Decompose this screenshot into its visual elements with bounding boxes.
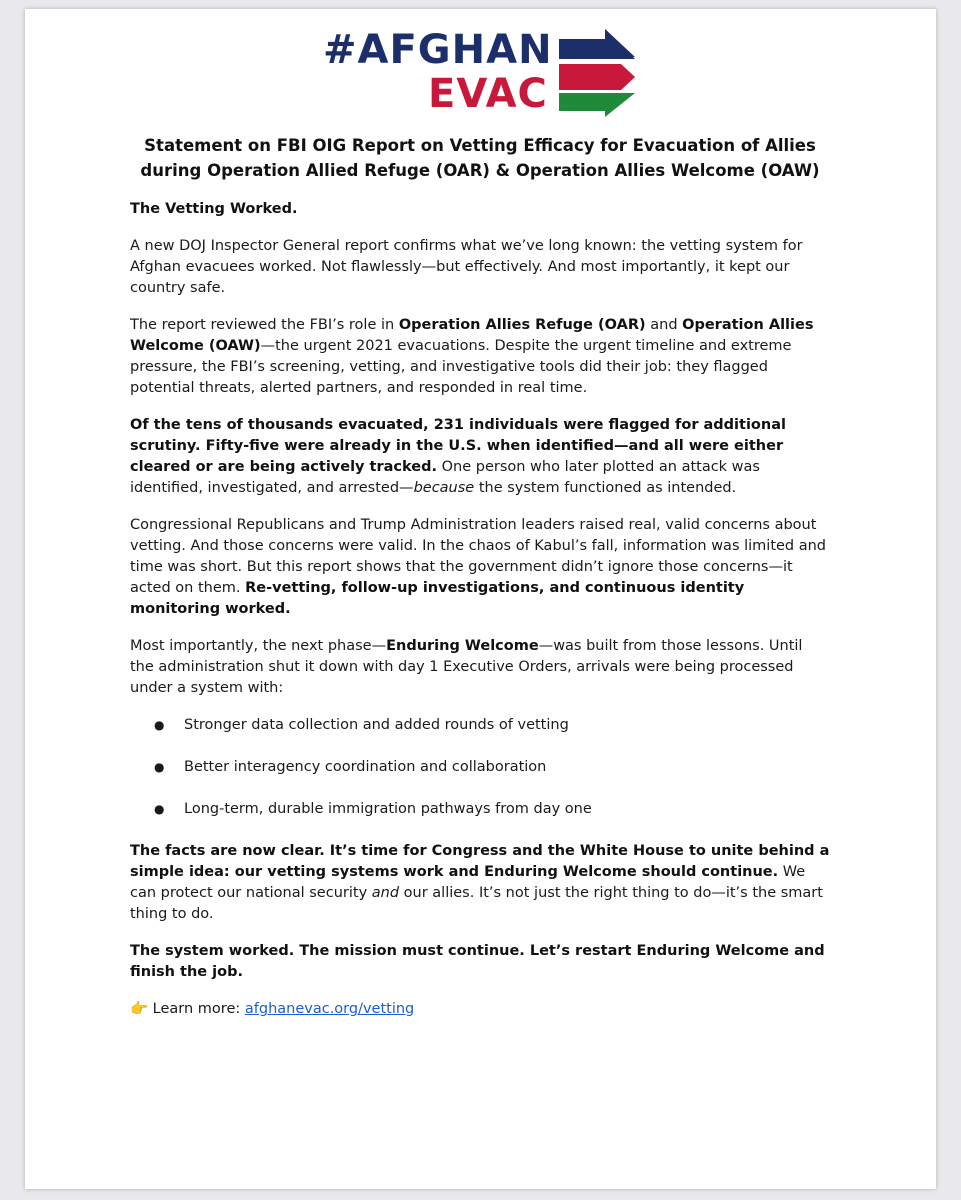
arrow-white-band-2 xyxy=(559,90,629,93)
arrow-red-band xyxy=(559,64,635,90)
p3-text-1: One person who later plotted an attack was identified, investigated, and arrested— xyxy=(130,459,760,496)
flag-arrow-icon xyxy=(559,27,639,117)
pointing-hand-icon: 👉 xyxy=(130,1001,149,1017)
p6-bold: The facts are now clear. It’s time for Congress and the White House to unite behind a simple idea: our vetting systems work and Enduring Welcome should continue. xyxy=(130,843,830,880)
statement-body xyxy=(130,133,830,1036)
paragraph-3 xyxy=(130,415,830,499)
list-item xyxy=(130,799,830,820)
p3-text-2: the system functioned as intended. xyxy=(474,480,737,496)
arrow-navy-bar xyxy=(559,39,607,59)
paragraph-6 xyxy=(130,841,830,925)
p5-text-1: Most importantly, the next phase— xyxy=(130,638,387,654)
bullet-icon: ● xyxy=(154,802,165,816)
p3-bold: Of the tens of thousands evacuated, 231 individuals were flagged for additional scrutiny. Fifty-five were already in the U.S. when identified—and all were either cleared or are being actively tracked. xyxy=(130,417,786,475)
p4-text-1: Congressional Republicans and Trump Administration leaders raised real, valid concerns about vetting. And those concerns were valid. In the chaos of Kabul’s fall, information was limited and time was short. But this report shows that the government didn’t ignore those concerns—it acted on them. xyxy=(130,517,827,596)
paragraph-1: A new DOJ Inspector General report confirms what we’ve long known: the vetting system for Afghan evacuees worked. Not flawlessly—but effectively. And most importantly, it kept our country safe. xyxy=(130,238,803,296)
bullet-icon: ● xyxy=(154,760,165,774)
p5-bold: Enduring Welcome xyxy=(386,638,539,654)
list-item xyxy=(130,757,830,778)
list-item xyxy=(130,715,830,736)
bullet-list xyxy=(130,715,830,820)
p6-text-2: our allies. It’s not just the right thing to do—it’s the smart thing to do. xyxy=(130,885,823,922)
paragraph-4 xyxy=(130,515,830,620)
arrow-navy-tip xyxy=(605,29,635,57)
bullet-text: Better interagency coordination and collaboration xyxy=(184,759,547,775)
logo-text-line2: EVAC xyxy=(428,71,548,117)
vetting-link[interactable]: afghanevac.org/vetting xyxy=(244,1001,415,1017)
p2-bold-oar: Operation Allies Refuge (OAR) xyxy=(398,317,646,333)
bullet-text: Long-term, durable immigration pathways from day one xyxy=(184,801,592,817)
learn-more-label: Learn more: xyxy=(148,1001,245,1017)
logo-text-line1: #AFGHAN xyxy=(323,27,553,73)
p4-bold: Re-vetting, follow-up investigations, and continuous identity monitoring worked. xyxy=(130,580,745,617)
section-heading: The Vetting Worked. xyxy=(130,201,298,217)
afghan-evac-logo xyxy=(323,27,643,123)
paragraph-5 xyxy=(130,636,830,699)
learn-more-line xyxy=(130,999,830,1020)
title-line1: Statement on FBI OIG Report on Vetting Efficacy for Evacuation of Allies xyxy=(144,136,816,155)
p3-italic: because xyxy=(413,480,475,496)
p2-bold-oaw: Operation Allies Welcome (OAW) xyxy=(130,317,814,354)
closing-statement: The system worked. The mission must continue. Let’s restart Enduring Welcome and finish the job. xyxy=(130,943,825,980)
arrow-white-band xyxy=(559,59,629,63)
p6-text-1: We can protect our national security xyxy=(130,864,806,901)
bullet-icon: ● xyxy=(154,718,165,732)
p2-text-2: and xyxy=(645,317,683,333)
arrow-green-bar xyxy=(559,93,607,111)
p2-text-1: The report reviewed the FBI’s role in xyxy=(130,317,399,333)
p5-text-2: —was built from those lessons. Until the administration shut it down with day 1 Executive Orders, arrivals were being processed under a system with: xyxy=(130,638,803,696)
paragraph-2 xyxy=(130,315,830,399)
arrow-green-tip xyxy=(605,93,635,117)
title-line2: during Operation Allied Refuge (OAR) & Operation Allies Welcome (OAW) xyxy=(140,161,820,180)
p2-text-3: —the urgent 2021 evacuations. Despite the urgent timeline and extreme pressure, the FBI’s screening, vetting, and investigative tools did their job: they flagged potential threats, alerted partners, and responded in real time. xyxy=(130,338,792,396)
p6-italic: and xyxy=(371,885,400,901)
bullet-text: Stronger data collection and added rounds of vetting xyxy=(184,717,569,733)
statement-title xyxy=(115,133,845,183)
document-page xyxy=(25,9,936,1189)
